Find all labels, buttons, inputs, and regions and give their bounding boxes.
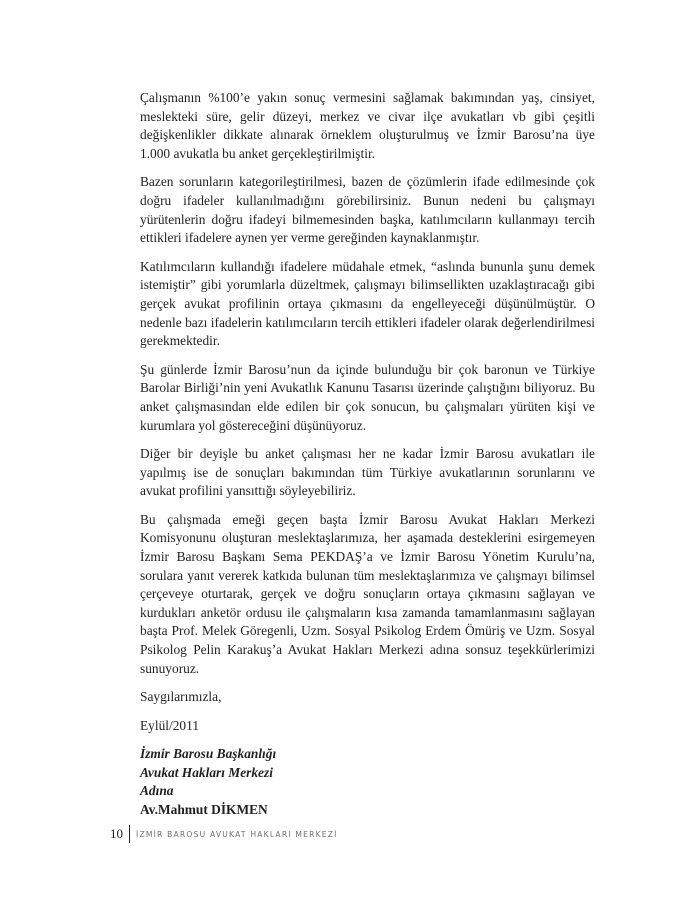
- signature-on-behalf: Adına: [140, 783, 174, 799]
- paragraph-representation: Diğer bir deyişle bu anket çalışması her ne kadar İzmir Barosu avukatları ile yapılmış ise de sonuçları bakımından tüm Türkiye avukatlarının sorunlarını ve avukat profilini yansıttığı söyleyebiliriz.: [140, 446, 595, 499]
- paragraph-intervention: Katılımcıların kullandığı ifadelere müdahale etmek, “aslında bununla şunu demek istemiştir” gibi yorumlarla düzeltmek, çalışmayı bilimsellikten uzaklaştıracağı gibi gerçek avukat profilinin ortaya çıkmasını da engelleyeceği düşünülmüştür. O nedenle bazı ifadelerin katılımcıların tercih ettikleri ifadeler olarak değerlendirilmesi gerekmektedir.: [140, 258, 595, 349]
- closing-salutation: Saygılarımızla,: [140, 689, 222, 705]
- document-date: Eylül/2011: [140, 717, 200, 733]
- signature-block: [140, 745, 595, 819]
- paragraph-acknowledgements: Bu çalışmada emeği geçen başta İzmir Barosu Avukat Hakları Merkezi Komisyonunu oluşturan meslektaşlarımıza, her aşamada desteklerini esirgemeyen İzmir Barosu Başkanı Sema PEKDAŞ’a ve İzmir Barosu Yönetim Kurulu’na, sorulara yanıt vererek katkıda bulunan tüm meslektaşlarımıza ve çalışmayı bilimsel çerçeveye oturtarak, gerçek ve doğru sonuçların ortaya çıkmasını sağlayan ve kurdukları anketör ordusu ile çalışmaların kısa zamanda tamamlanmasını sağlayan başta Prof. Melek Göregenli, Uzm. Sosyal Psikolog Erdem Ömüriş ve Uzm. Sosyal Psikolog Pelin Karakuş’a Avukat Hakları Merkezi adına sonsuz teşekkürlerimizi sunuyoruz.: [140, 511, 595, 676]
- paragraph-expressions: Bazen sorunların kategorileştirilmesi, bazen de çözümlerin ifade edilmesinde çok doğru ifadeler kullanılmadığını görebilirsiniz. Bunun nedeni bu çalışmayı yürütenlerin doğru ifadeyi bilmemesinden başka, katılımcıların kullanmayı tercih ettikleri ifadelere aynen yer verme gereğinden kaynaklanmıştır.: [140, 174, 595, 246]
- page-footer: [110, 824, 338, 844]
- paragraph-sampling: Çalışmanın %100’e yakın sonuç vermesini sağlamak bakımından yaş, cinsiyet, meslekteki süre, gelir düzeyi, merkez ve civar ilçe avukatları vb gibi çeşitli değişkenlikler dikkate alınarak örneklem oluşturulmuş ve İzmir Barosu’na üye 1.000 avukatla bu anket gerçekleştirilmiştir.: [140, 90, 595, 161]
- page-number: 10: [110, 826, 123, 841]
- signature-department: Avukat Hakları Merkezi: [140, 764, 273, 780]
- paragraph-law-draft: Şu günlerde İzmir Barosu’nun da içinde bulunduğu bir çok baronun ve Türkiye Barolar Birliği’nin yeni Avukatlık Kanunu Tasarısı üzerinde çalıştığını biliyoruz. Bu anket çalışmasından elde edilen bir çok sonucun, bu çalışmaları yürüten kişi ve kurumlara yol göstereceğini düşünüyoruz.: [140, 361, 595, 433]
- page-body: [140, 89, 595, 819]
- footer-divider: [129, 825, 130, 843]
- footer-title: İZMİR BAROSU AVUKAT HAKLARI MERKEZİ: [136, 829, 338, 839]
- signature-organization: İzmir Barosu Başkanlığı: [140, 746, 277, 762]
- signature-name: Av.Mahmut DİKMEN: [140, 801, 268, 817]
